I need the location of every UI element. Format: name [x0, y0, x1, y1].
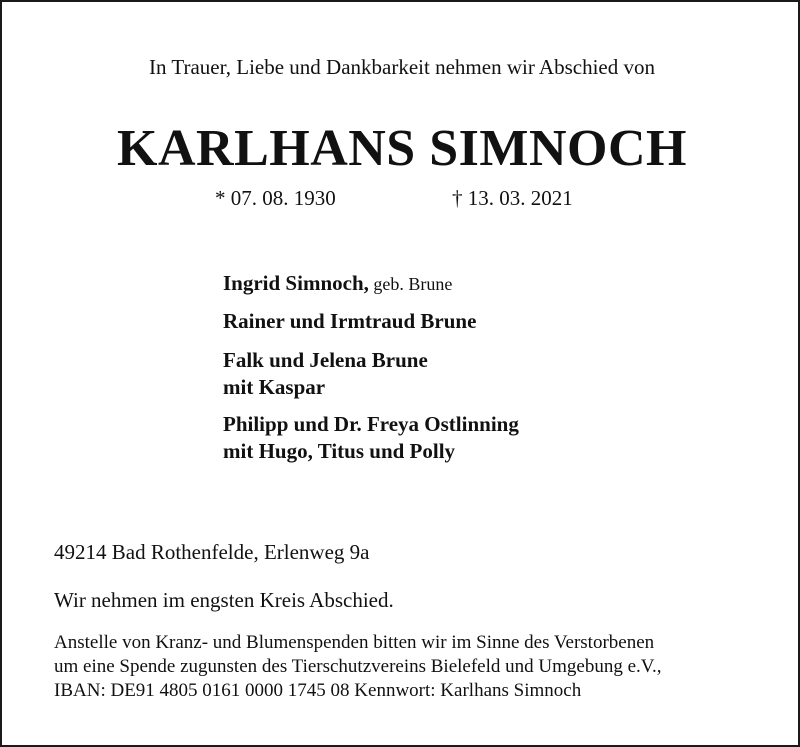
family-member-philipp-freya [223, 411, 519, 465]
family-member-name: Ingrid Simnoch, [223, 271, 369, 295]
family-member-name: Rainer und Irmtraud Brune [223, 309, 477, 333]
address: 49214 Bad Rothenfelde, Erlenweg 9a [54, 540, 370, 564]
family-member-falk-jelena [223, 347, 428, 401]
death-date: † 13. 03. 2021 [452, 186, 573, 210]
family-member-children: mit Hugo, Titus und Polly [223, 439, 456, 463]
family-member-children: mit Kaspar [223, 375, 326, 399]
intro-text: In Trauer, Liebe und Dankbarkeit nehmen wir Abschied von [149, 55, 655, 79]
family-member-name: Philipp und Dr. Freya Ostlinning [223, 412, 519, 436]
birth-date: * 07. 08. 1930 [215, 186, 336, 210]
donation-bank-details: IBAN: DE91 4805 0161 0000 1745 08 Kennwort: Karlhans Simnoch [54, 680, 582, 701]
family-member-name: Falk und Jelena Brune [223, 348, 428, 372]
donation-line: um eine Spende zugunsten des Tierschutzvereins Bielefeld und Umgebung e.V., [54, 656, 662, 677]
donation-request [54, 631, 662, 703]
deceased-name: KARLHANS SIMNOCH [117, 120, 687, 177]
ceremony-note: Wir nehmen im engsten Kreis Abschied. [54, 588, 394, 612]
family-member-spouse [223, 270, 452, 298]
donation-line: Anstelle von Kranz- und Blumenspenden bitten wir im Sinne des Verstorbenen [54, 632, 655, 653]
maiden-name-note: geb. Brune [368, 274, 453, 294]
family-member-rainer-irmtraud [223, 308, 476, 335]
